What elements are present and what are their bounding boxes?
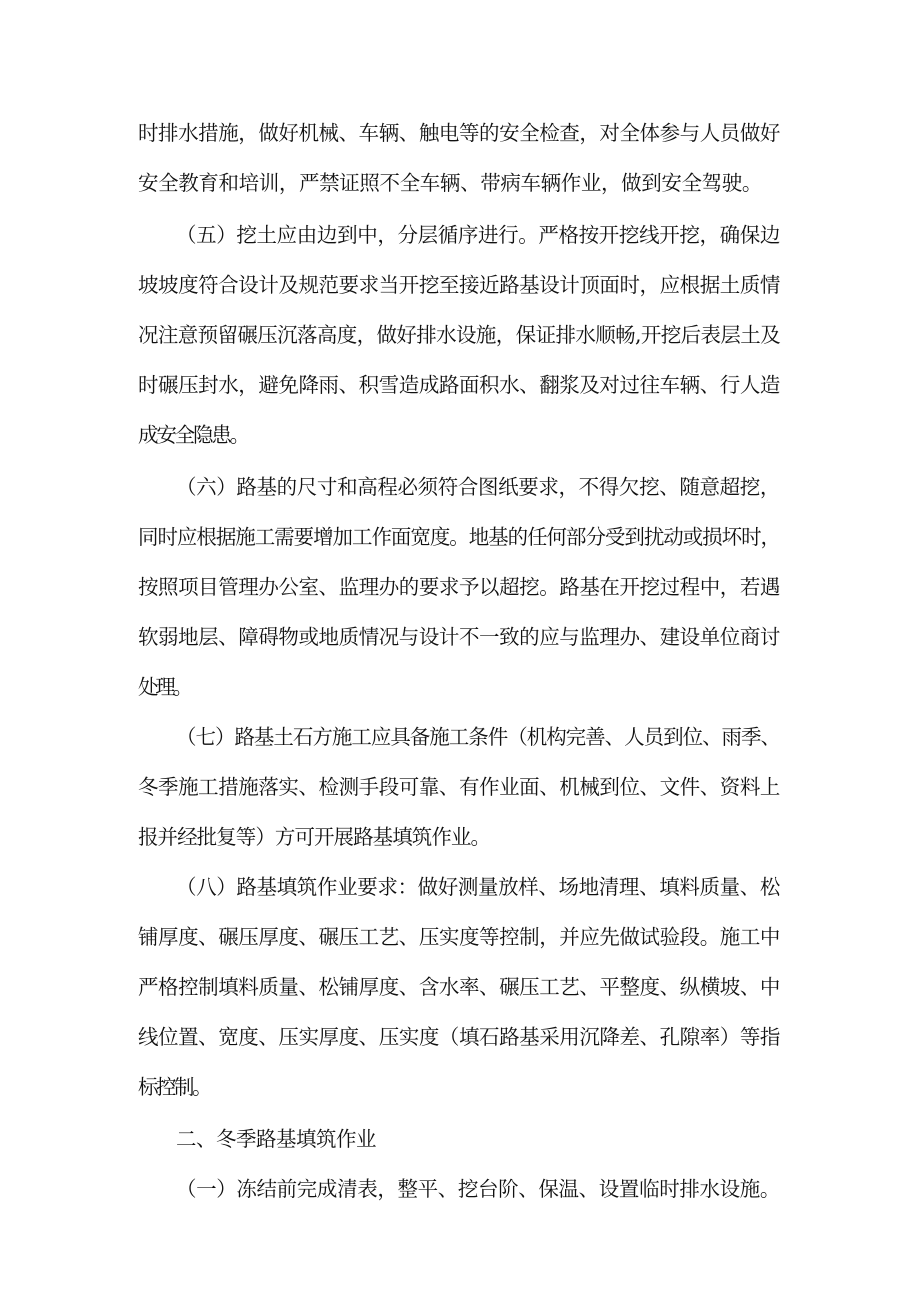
- text-line: 严格控制填料质量、松铺厚度、含水率、碾压工艺、平整度、纵横坡、中: [138, 975, 780, 999]
- text-line: 处理。: [138, 675, 190, 699]
- text-line: 同时应根据施工需要增加工作面宽度。地基的任何部分受到扰动或损坏时，: [138, 525, 780, 549]
- text-line: 按照项目管理办公室、监理办的要求予以超挖。路基在开挖过程中，若遇: [138, 575, 780, 599]
- text-line: 线位置、宽度、压实厚度、压实度（填石路基采用沉降差、孔隙率）等指: [138, 1025, 780, 1049]
- text-line: 铺厚度、碾压厚度、碾压工艺、压实度等控制，并应先做试验段。施工中: [138, 925, 780, 949]
- text-line: 况注意预留碾压沉落高度，做好排水设施，保证排水顺畅,开挖后表层土及: [138, 323, 780, 347]
- section-heading: 二、冬季路基填筑作业: [176, 1127, 376, 1151]
- text-line: （一）冻结前完成清表，整平、挖台阶、保温、设置临时排水设施。: [176, 1177, 780, 1201]
- text-line: 时排水措施，做好机械、车辆、触电等的安全检查，对全体参与人员做好: [138, 121, 780, 145]
- text-line: （七）路基土石方施工应具备施工条件（机构完善、人员到位、雨季、: [176, 725, 780, 749]
- text-line: 坡坡度符合设计及规范要求当开挖至接近路基设计顶面时，应根据土质情: [138, 273, 780, 297]
- text-line: （八）路基填筑作业要求：做好测量放样、场地清理、填料质量、松: [176, 875, 780, 899]
- text-line: 安全教育和培训，严禁证照不全车辆、带病车辆作业，做到安全驾驶。: [138, 171, 762, 195]
- text-line: 报并经批复等）方可开展路基填筑作业。: [138, 825, 490, 849]
- text-line: 时碾压封水，避免降雨、积雪造成路面积水、翻浆及对过往车辆、行人造: [138, 373, 780, 397]
- text-line: 软弱地层、障碍物或地质情况与设计不一致的应与监理办、建设单位商讨: [138, 625, 780, 649]
- text-line: 标控制。: [138, 1075, 210, 1099]
- text-line: （五）挖土应由边到中，分层循序进行。严格按开挖线开挖，确保边: [176, 223, 780, 247]
- text-line: 成安全隐患。: [138, 423, 248, 447]
- text-line: （六）路基的尺寸和高程必须符合图纸要求，不得欠挖、随意超挖，: [176, 475, 780, 499]
- text-line: 冬季施工措施落实、检测手段可靠、有作业面、机械到位、文件、资料上: [138, 775, 780, 799]
